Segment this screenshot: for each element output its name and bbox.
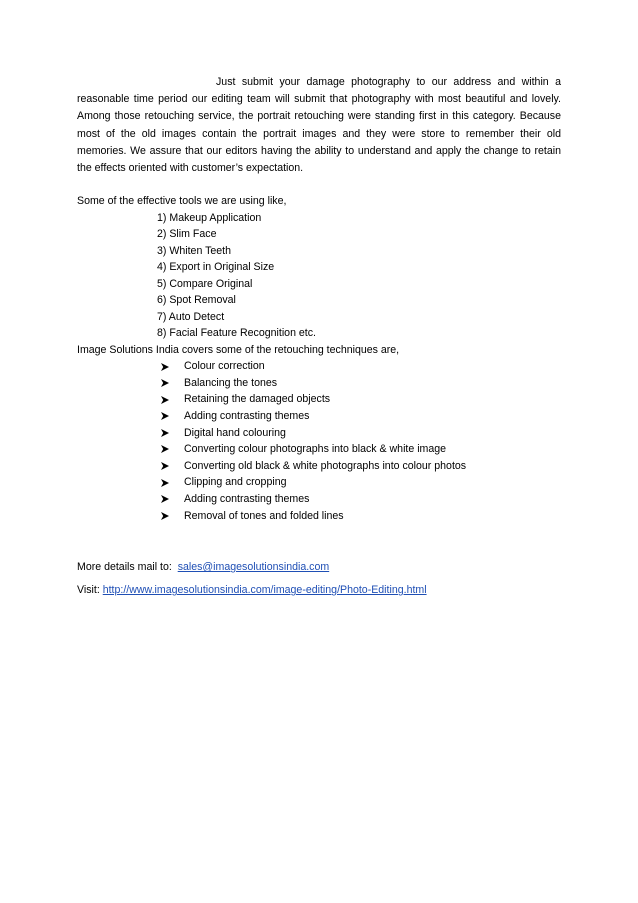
technique-item bbox=[160, 508, 561, 525]
arrow-bullet-icon bbox=[160, 511, 184, 521]
technique-item bbox=[160, 408, 561, 425]
technique-item bbox=[160, 358, 561, 375]
tool-item: 6) Spot Removal bbox=[157, 294, 236, 307]
technique-item bbox=[160, 474, 561, 491]
visit-line bbox=[77, 582, 561, 598]
technique-label: Removal of tones and folded lines bbox=[184, 509, 344, 522]
technique-label: Converting old black & white photographs into colour photos bbox=[184, 459, 467, 472]
technique-label: Clipping and cropping bbox=[184, 476, 287, 489]
intro-paragraph-text: Just submit your damage photography to our address and within a reasonable time period our editing team will submit that photography with most beautiful and lovely. Among those retouching service, the portrait retouching were standing first in this category. Because most of the old images contain the portrait images and they were store to remember their old memories. We assure that our editors having the ability to understand and apply the change to retain the effects oriented with customer’s expectation. bbox=[77, 76, 561, 175]
technique-item bbox=[160, 441, 561, 458]
technique-item bbox=[160, 458, 561, 475]
arrow-bullet-icon bbox=[160, 395, 184, 405]
technique-label: Converting colour photographs into black & white image bbox=[184, 443, 447, 456]
tools-intro: Some of the effective tools we are using like, bbox=[77, 195, 287, 208]
arrow-bullet-icon bbox=[160, 378, 184, 388]
document-page bbox=[77, 74, 561, 598]
techniques-list bbox=[77, 358, 561, 524]
technique-label: Adding contrasting themes bbox=[184, 492, 310, 505]
visit-label: Visit: bbox=[77, 584, 100, 597]
arrow-bullet-icon bbox=[160, 478, 184, 488]
technique-label: Adding contrasting themes bbox=[184, 410, 310, 422]
tool-item: 2) Slim Face bbox=[157, 228, 217, 241]
technique-label: Balancing the tones bbox=[184, 376, 278, 389]
technique-item bbox=[160, 375, 561, 392]
arrow-bullet-icon bbox=[160, 461, 184, 471]
arrow-bullet-icon bbox=[160, 362, 184, 372]
mail-label: More details mail to: bbox=[77, 561, 172, 574]
tool-item: 5) Compare Original bbox=[157, 277, 253, 290]
tool-item: 4) Export in Original Size bbox=[157, 261, 275, 274]
technique-item bbox=[160, 425, 561, 442]
tool-item: 8) Facial Feature Recognition etc. bbox=[157, 327, 316, 340]
visit-link[interactable]: http://www.imagesolutionsindia.com/image-editing/Photo-Editing.html bbox=[102, 584, 427, 597]
tool-item: 7) Auto Detect bbox=[157, 310, 225, 323]
tool-item: 3) Whiten Teeth bbox=[157, 244, 232, 257]
techniques-intro: Image Solutions India covers some of the retouching techniques are, bbox=[77, 343, 400, 356]
arrow-bullet-icon bbox=[160, 411, 184, 421]
technique-item bbox=[160, 391, 561, 408]
intro-paragraph bbox=[77, 74, 561, 177]
arrow-bullet-icon bbox=[160, 428, 184, 438]
technique-item bbox=[160, 491, 561, 508]
mail-link[interactable]: sales@imagesolutionsindia.com bbox=[177, 561, 330, 574]
technique-label: Retaining the damaged objects bbox=[184, 393, 331, 406]
mail-line bbox=[77, 559, 561, 575]
technique-label: Digital hand colouring bbox=[184, 426, 286, 439]
tools-list bbox=[77, 210, 561, 342]
technique-label: Colour correction bbox=[184, 360, 265, 373]
tool-item: 1) Makeup Application bbox=[157, 211, 262, 224]
arrow-bullet-icon bbox=[160, 444, 184, 454]
arrow-bullet-icon bbox=[160, 494, 184, 504]
